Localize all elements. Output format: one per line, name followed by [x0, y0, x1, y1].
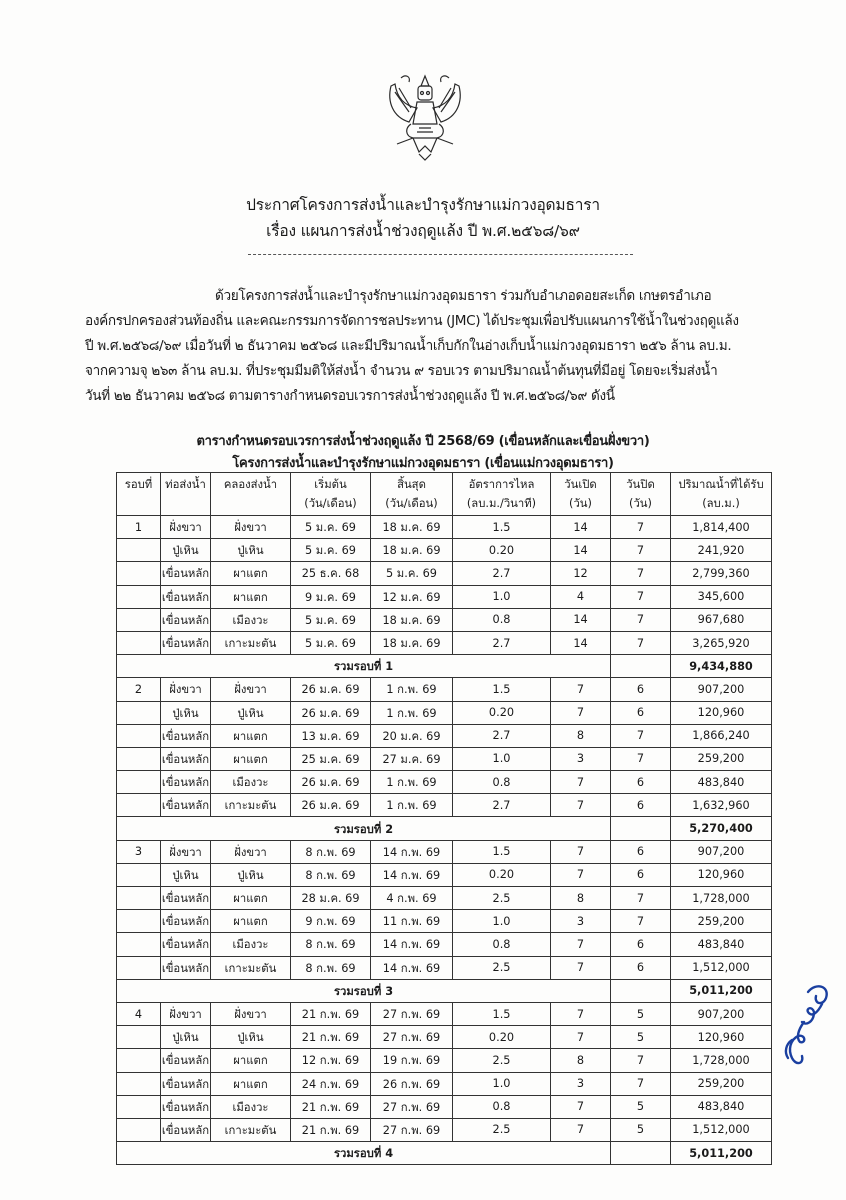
round-number: 1 — [117, 516, 161, 539]
table-cell: 6 — [611, 794, 671, 817]
table-cell: 1,512,000 — [671, 1118, 772, 1141]
round-number — [117, 562, 161, 585]
table-row — [117, 631, 772, 654]
table-cell: 1,728,000 — [671, 887, 772, 910]
table-cell: 5 ม.ค. 69 — [371, 562, 453, 585]
table-cell: 2.5 — [453, 956, 551, 979]
table-cell: 1,866,240 — [671, 724, 772, 747]
table-cell: 1,632,960 — [671, 794, 772, 817]
table-cell: เกาะมะตัน — [211, 956, 291, 979]
table-cell: 7 — [551, 1002, 611, 1025]
table-cell: 28 ม.ค. 69 — [291, 887, 371, 910]
table-cell: 26 ม.ค. 69 — [291, 794, 371, 817]
table-row — [117, 1049, 772, 1072]
table-cell: ผาแตก — [211, 562, 291, 585]
table-cell: 11 ก.พ. 69 — [371, 910, 453, 933]
table-cell: 25 ธ.ค. 68 — [291, 562, 371, 585]
table-cell: 120,960 — [671, 701, 772, 724]
table-cell: 0.8 — [453, 771, 551, 794]
round-number — [117, 747, 161, 770]
table-row — [117, 910, 772, 933]
column-header-unit: (วัน) — [569, 497, 592, 510]
table-cell: เขื่อนหลัก — [161, 631, 211, 654]
table-cell: 12 ม.ค. 69 — [371, 585, 453, 608]
table-cell: เขื่อนหลัก — [161, 585, 211, 608]
column-header — [671, 473, 772, 516]
table-cell: 8 ก.พ. 69 — [291, 840, 371, 863]
round-number — [117, 1026, 161, 1049]
table-cell: 18 ม.ค. 69 — [371, 608, 453, 631]
table-cell: 7 — [611, 1072, 671, 1095]
table-row — [117, 1118, 772, 1141]
empty-cell — [611, 817, 671, 840]
table-cell: 4 — [551, 585, 611, 608]
column-header-label: วันเปิด — [564, 478, 597, 491]
table-cell: 7 — [551, 794, 611, 817]
table-cell: 5 — [611, 1026, 671, 1049]
table-cell: 7 — [551, 956, 611, 979]
table-cell: 1 ก.พ. 69 — [371, 794, 453, 817]
table-cell: 483,840 — [671, 771, 772, 794]
table-cell: 241,920 — [671, 539, 772, 562]
column-header-unit: (วัน/เดือน) — [304, 497, 357, 510]
table-row — [117, 562, 772, 585]
table-cell: 5 — [611, 1095, 671, 1118]
round-total-row — [117, 655, 772, 678]
table-cell: เขื่อนหลัก — [161, 1049, 211, 1072]
table-cell: 18 ม.ค. 69 — [371, 631, 453, 654]
table-cell: 0.20 — [453, 1026, 551, 1049]
table-cell: 5 — [611, 1118, 671, 1141]
round-number — [117, 933, 161, 956]
table-row — [117, 701, 772, 724]
table-cell: 27 ก.พ. 69 — [371, 1002, 453, 1025]
table-cell: 8 ก.พ. 69 — [291, 956, 371, 979]
table-cell: 1.5 — [453, 678, 551, 701]
table-cell: 2.7 — [453, 724, 551, 747]
table-cell: ฝั่งขวา — [161, 1002, 211, 1025]
table-cell: 6 — [611, 678, 671, 701]
column-header — [453, 473, 551, 516]
table-cell: 6 — [611, 863, 671, 886]
column-header-unit — [211, 494, 290, 513]
round-total-row — [117, 979, 772, 1002]
table-row — [117, 724, 772, 747]
table-cell: 0.8 — [453, 1095, 551, 1118]
table-cell: 7 — [611, 747, 671, 770]
table-row — [117, 516, 772, 539]
table-cell: 345,600 — [671, 585, 772, 608]
table-cell: ปู่เหิน — [161, 863, 211, 886]
table-cell: ผาแตก — [211, 585, 291, 608]
table-cell: 5 — [611, 1002, 671, 1025]
table-cell: ปู่เหิน — [161, 539, 211, 562]
table-cell: 259,200 — [671, 1072, 772, 1095]
column-header-label: เริ่มต้น — [314, 478, 347, 491]
round-number — [117, 701, 161, 724]
body-line: ด้วยโครงการส่งน้ำและบำรุงรักษาแม่กวงอุดมธารา ร่วมกับอำเภอดอยสะเก็ด เกษตรอำเภอ — [215, 288, 712, 304]
column-header-unit: (ลบ.ม.) — [702, 497, 740, 510]
table-cell: 5 ม.ค. 69 — [291, 608, 371, 631]
table-cell: 259,200 — [671, 910, 772, 933]
table-cell: 26 ม.ค. 69 — [291, 678, 371, 701]
body-line: วันที่ ๒๒ ธันวาคม ๒๕๖๘ ตามตารางกำหนดรอบเวรการส่งน้ำช่วงฤดูแล้ง ปี พ.ศ.๒๕๖๘/๖๙ ดังนี้ — [85, 388, 615, 404]
table-cell: เขื่อนหลัก — [161, 608, 211, 631]
table-cell: 1,512,000 — [671, 956, 772, 979]
divider — [248, 254, 633, 255]
round-total-value: 5,270,400 — [671, 817, 772, 840]
table-row — [117, 608, 772, 631]
table-cell: ผาแตก — [211, 910, 291, 933]
table-cell: 26 ก.พ. 69 — [371, 1072, 453, 1095]
table-cell: 5 ม.ค. 69 — [291, 539, 371, 562]
table-cell: 7 — [611, 631, 671, 654]
table-cell: 14 ก.พ. 69 — [371, 956, 453, 979]
table-cell: 7 — [611, 585, 671, 608]
column-header — [211, 473, 291, 516]
table-row — [117, 1002, 772, 1025]
table-cell: 3 — [551, 910, 611, 933]
table-cell: 1.0 — [453, 747, 551, 770]
table-cell: 5 ม.ค. 69 — [291, 516, 371, 539]
column-header-label: คลองส่งน้ำ — [223, 478, 278, 491]
table-cell: 20 ม.ค. 69 — [371, 724, 453, 747]
table-cell: 483,840 — [671, 933, 772, 956]
table-cell: 1.0 — [453, 1072, 551, 1095]
table-cell: 0.20 — [453, 701, 551, 724]
table-row — [117, 771, 772, 794]
table-cell: 907,200 — [671, 1002, 772, 1025]
table-cell: เขื่อนหลัก — [161, 910, 211, 933]
table-cell: 6 — [611, 840, 671, 863]
table-cell: 14 — [551, 516, 611, 539]
round-number: 2 — [117, 678, 161, 701]
round-number — [117, 1072, 161, 1095]
body-line: ปี พ.ศ.๒๕๖๘/๖๙ เมื่อวันที่ ๒ ธันวาคม ๒๕๖๘ และมีปริมาณน้ำเก็บกักในอ่างเก็บน้ำแม่กวงอุดมธารา ๒๕๖ ล้าน ลบ.ม. — [85, 338, 732, 354]
table-cell: 7 — [551, 1118, 611, 1141]
table-cell: เขื่อนหลัก — [161, 747, 211, 770]
table-row — [117, 747, 772, 770]
empty-cell — [611, 655, 671, 678]
table-cell: เขื่อนหลัก — [161, 1072, 211, 1095]
round-total-row — [117, 1142, 772, 1165]
round-number: 3 — [117, 840, 161, 863]
table-cell: 2.5 — [453, 887, 551, 910]
round-number — [117, 910, 161, 933]
table-cell: 5 ม.ค. 69 — [291, 631, 371, 654]
table-cell: 24 ก.พ. 69 — [291, 1072, 371, 1095]
empty-cell — [611, 1142, 671, 1165]
table-cell: 907,200 — [671, 840, 772, 863]
table-cell: ผาแตก — [211, 1072, 291, 1095]
announcement-subject: เรื่อง แผนการส่งน้ำช่วงฤดูแล้ง ปี พ.ศ.๒๕๖๘/๖๙ — [266, 222, 580, 240]
column-header-label: ปริมาณน้ำที่ได้รับ — [678, 478, 764, 491]
column-header-label: ท่อส่งน้ำ — [165, 478, 206, 491]
table-cell: 259,200 — [671, 747, 772, 770]
table-cell: ฝั่งขวา — [211, 678, 291, 701]
column-header-unit — [117, 494, 160, 513]
handwritten-signature — [778, 978, 834, 1076]
table-cell: 1 ก.พ. 69 — [371, 678, 453, 701]
table-cell: 26 ม.ค. 69 — [291, 771, 371, 794]
table-cell: 1.5 — [453, 1002, 551, 1025]
round-number — [117, 1095, 161, 1118]
table-row — [117, 539, 772, 562]
table-title: ตารางกำหนดรอบเวรการส่งน้ำช่วงฤดูแล้ง ปี 2568/69 (เขื่อนหลักและเขื่อนฝั่งขวา) — [196, 434, 650, 449]
column-header-label: รอบที่ — [124, 478, 153, 491]
table-cell: 3 — [551, 747, 611, 770]
table-cell: 907,200 — [671, 678, 772, 701]
round-number — [117, 608, 161, 631]
table-cell: 2,799,360 — [671, 562, 772, 585]
table-cell: ฝั่งขวา — [211, 516, 291, 539]
table-cell: 120,960 — [671, 863, 772, 886]
table-cell: ปู่เหิน — [211, 701, 291, 724]
round-number — [117, 771, 161, 794]
table-cell: 7 — [551, 1095, 611, 1118]
table-cell: 18 ม.ค. 69 — [371, 516, 453, 539]
table-cell: เขื่อนหลัก — [161, 771, 211, 794]
table-cell: 7 — [611, 562, 671, 585]
table-cell: 8 ก.พ. 69 — [291, 933, 371, 956]
table-cell: ผาแตก — [211, 747, 291, 770]
table-cell: 2.7 — [453, 794, 551, 817]
body-line: จากความจุ ๒๖๓ ล้าน ลบ.ม. ที่ประชุมมีมติให้ส่งน้ำ จำนวน ๙ รอบเวร ตามปริมาณน้ำต้นทุนที่มีอยู่ โดยจะเริ่มส่งน้ำ — [85, 363, 718, 379]
table-cell: 7 — [611, 724, 671, 747]
table-cell: 7 — [611, 516, 671, 539]
table-cell: 1 ก.พ. 69 — [371, 701, 453, 724]
table-cell: 967,680 — [671, 608, 772, 631]
column-header — [291, 473, 371, 516]
table-cell: 14 ก.พ. 69 — [371, 933, 453, 956]
table-cell: 12 ก.พ. 69 — [291, 1049, 371, 1072]
table-cell: 7 — [551, 678, 611, 701]
table-cell: 2.7 — [453, 631, 551, 654]
body-paragraph — [85, 284, 785, 409]
table-cell: 7 — [551, 840, 611, 863]
round-total-label: รวมรอบที่ 1 — [117, 655, 611, 678]
table-cell: 14 — [551, 608, 611, 631]
column-header-label: สิ้นสุด — [397, 478, 426, 491]
table-cell: เมืองวะ — [211, 1095, 291, 1118]
table-cell: 1.5 — [453, 840, 551, 863]
table-cell: 14 — [551, 539, 611, 562]
round-number — [117, 794, 161, 817]
table-cell: เกาะมะตัน — [211, 1118, 291, 1141]
round-number — [117, 1049, 161, 1072]
table-row — [117, 1026, 772, 1049]
table-row — [117, 678, 772, 701]
table-cell: 6 — [611, 771, 671, 794]
round-total-label: รวมรอบที่ 4 — [117, 1142, 611, 1165]
table-cell: ปู่เหิน — [161, 701, 211, 724]
table-cell: 483,840 — [671, 1095, 772, 1118]
column-header — [371, 473, 453, 516]
table-cell: 9 ม.ค. 69 — [291, 585, 371, 608]
table-cell: 8 — [551, 1049, 611, 1072]
empty-cell — [611, 979, 671, 1002]
table-cell: 7 — [551, 701, 611, 724]
table-cell: 21 ก.พ. 69 — [291, 1002, 371, 1025]
table-cell: 27 ม.ค. 69 — [371, 747, 453, 770]
table-cell: ปู่เหิน — [211, 863, 291, 886]
round-total-value: 9,434,880 — [671, 655, 772, 678]
round-number — [117, 724, 161, 747]
round-number — [117, 631, 161, 654]
table-cell: 7 — [551, 1026, 611, 1049]
table-cell: 14 ก.พ. 69 — [371, 840, 453, 863]
table-cell: 0.20 — [453, 863, 551, 886]
round-total-row — [117, 817, 772, 840]
table-cell: 25 ม.ค. 69 — [291, 747, 371, 770]
table-cell: 13 ม.ค. 69 — [291, 724, 371, 747]
table-cell: ผาแตก — [211, 724, 291, 747]
table-cell: 26 ม.ค. 69 — [291, 701, 371, 724]
table-cell: 1.0 — [453, 910, 551, 933]
table-cell: 12 — [551, 562, 611, 585]
table-row — [117, 840, 772, 863]
body-line: องค์กรปกครองส่วนท้องถิ่น และคณะกรรมการจัดการชลประทาน (JMC) ได้ประชุมเพื่อปรับแผนการใช้น้ำในช่วงฤดูแล้ง — [85, 313, 739, 329]
table-cell: 1,728,000 — [671, 1049, 772, 1072]
table-cell: 7 — [611, 887, 671, 910]
column-header — [611, 473, 671, 516]
table-cell: 21 ก.พ. 69 — [291, 1026, 371, 1049]
column-header-unit: (วัน/เดือน) — [385, 497, 438, 510]
garuda-emblem — [383, 62, 467, 162]
announcement-title: ประกาศโครงการส่งน้ำและบำรุงรักษาแม่กวงอุดมธารา — [246, 196, 600, 214]
table-cell: 1.0 — [453, 585, 551, 608]
table-cell: ปู่เหิน — [211, 539, 291, 562]
table-row — [117, 887, 772, 910]
table-cell: 18 ม.ค. 69 — [371, 539, 453, 562]
table-cell: 7 — [611, 1049, 671, 1072]
table-cell: เมืองวะ — [211, 771, 291, 794]
table-cell: 7 — [611, 910, 671, 933]
table-cell: 1.5 — [453, 516, 551, 539]
table-cell: ฝั่งขวา — [161, 678, 211, 701]
table-row — [117, 863, 772, 886]
column-header-unit — [161, 494, 210, 513]
table-cell: เกาะมะตัน — [211, 794, 291, 817]
table-cell: 7 — [611, 608, 671, 631]
table-cell: 3 — [551, 1072, 611, 1095]
table-cell: ปู่เหิน — [211, 1026, 291, 1049]
schedule-table — [116, 472, 772, 1165]
table-cell: 120,960 — [671, 1026, 772, 1049]
table-row — [117, 1072, 772, 1095]
table-cell: เขื่อนหลัก — [161, 1095, 211, 1118]
table-cell: 27 ก.พ. 69 — [371, 1026, 453, 1049]
table-header-row — [117, 473, 772, 516]
column-header-label: วันปิด — [626, 478, 655, 491]
round-number — [117, 887, 161, 910]
round-total-label: รวมรอบที่ 3 — [117, 979, 611, 1002]
table-cell: 27 ก.พ. 69 — [371, 1118, 453, 1141]
column-header-unit: (ลบ.ม./วินาที) — [466, 497, 537, 510]
table-cell: เขื่อนหลัก — [161, 956, 211, 979]
table-cell: 1 ก.พ. 69 — [371, 771, 453, 794]
table-cell: เขื่อนหลัก — [161, 933, 211, 956]
table-cell: ปู่เหิน — [161, 1026, 211, 1049]
round-total-label: รวมรอบที่ 2 — [117, 817, 611, 840]
table-cell: 7 — [551, 863, 611, 886]
table-cell: 7 — [611, 539, 671, 562]
round-number — [117, 956, 161, 979]
table-row — [117, 585, 772, 608]
table-cell: 7 — [551, 771, 611, 794]
table-cell: 4 ก.พ. 69 — [371, 887, 453, 910]
table-cell: 2.5 — [453, 1049, 551, 1072]
table-row — [117, 933, 772, 956]
table-cell: เขื่อนหลัก — [161, 887, 211, 910]
round-number — [117, 539, 161, 562]
table-cell: 1,814,400 — [671, 516, 772, 539]
table-cell: ฝั่งขวา — [211, 1002, 291, 1025]
table-cell: ฝั่งขวา — [161, 516, 211, 539]
table-cell: เขื่อนหลัก — [161, 794, 211, 817]
table-cell: 2.5 — [453, 1118, 551, 1141]
table-cell: เขื่อนหลัก — [161, 1118, 211, 1141]
table-cell: 6 — [611, 956, 671, 979]
table-cell: ผาแตก — [211, 1049, 291, 1072]
table-cell: ฝั่งขวา — [161, 840, 211, 863]
round-number — [117, 585, 161, 608]
table-cell: 8 — [551, 724, 611, 747]
table-cell: 6 — [611, 701, 671, 724]
table-cell: 3,265,920 — [671, 631, 772, 654]
table-cell: เมืองวะ — [211, 933, 291, 956]
table-cell: 0.8 — [453, 933, 551, 956]
table-cell: 2.7 — [453, 562, 551, 585]
column-header-label: อัตราการไหล — [468, 478, 535, 491]
round-number: 4 — [117, 1002, 161, 1025]
table-cell: 21 ก.พ. 69 — [291, 1118, 371, 1141]
table-cell: เขื่อนหลัก — [161, 562, 211, 585]
table-row — [117, 794, 772, 817]
table-row — [117, 1095, 772, 1118]
table-cell: 8 ก.พ. 69 — [291, 863, 371, 886]
round-number — [117, 863, 161, 886]
table-cell: 8 — [551, 887, 611, 910]
table-cell: 27 ก.พ. 69 — [371, 1095, 453, 1118]
table-row — [117, 956, 772, 979]
table-subtitle: โครงการส่งน้ำและบำรุงรักษาแม่กวงอุดมธารา (เขื่อนแม่กวงอุดมธารา) — [232, 456, 614, 471]
column-header — [117, 473, 161, 516]
column-header — [161, 473, 211, 516]
table-cell: ผาแตก — [211, 887, 291, 910]
table-cell: 19 ก.พ. 69 — [371, 1049, 453, 1072]
round-total-value: 5,011,200 — [671, 979, 772, 1002]
round-total-value: 5,011,200 — [671, 1142, 772, 1165]
table-cell: 21 ก.พ. 69 — [291, 1095, 371, 1118]
table-cell: 0.8 — [453, 608, 551, 631]
round-number — [117, 1118, 161, 1141]
table-cell: เขื่อนหลัก — [161, 724, 211, 747]
table-cell: เกาะมะตัน — [211, 631, 291, 654]
table-cell: 14 ก.พ. 69 — [371, 863, 453, 886]
table-cell: ฝั่งขวา — [211, 840, 291, 863]
table-cell: 14 — [551, 631, 611, 654]
column-header — [551, 473, 611, 516]
table-cell: 6 — [611, 933, 671, 956]
column-header-unit: (วัน) — [629, 497, 652, 510]
table-cell: 0.20 — [453, 539, 551, 562]
table-cell: 9 ก.พ. 69 — [291, 910, 371, 933]
table-cell: 7 — [551, 933, 611, 956]
table-cell: เมืองวะ — [211, 608, 291, 631]
